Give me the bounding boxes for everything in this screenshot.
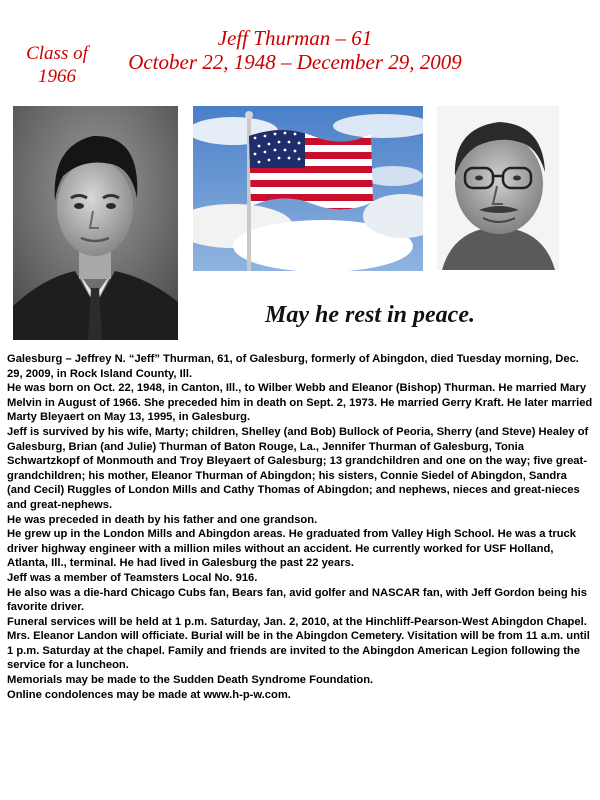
- young-portrait-image: [13, 106, 178, 340]
- flag-photo: [193, 106, 423, 271]
- life-dates: October 22, 1948 – December 29, 2009: [128, 50, 462, 74]
- obit-paragraph: He grew up in the London Mills and Abingdon areas. He graduated from Valley High School. He was a truck driver highway engineer with a million miles without an accident. He currently worked for USF Holland, Atlanta, Ill., terminal. He had lived in Galesburg the past 22 years.: [7, 528, 576, 570]
- obit-paragraph: He also was a die-hard Chicago Cubs fan, Bears fan, avid golfer and NASCAR fan, with Jeff Gordon being his favorite driver.: [7, 586, 587, 614]
- obituary-headline: [110, 26, 480, 74]
- obituary-body: [7, 352, 593, 702]
- young-portrait-photo: [13, 106, 178, 340]
- class-of-label: [14, 42, 100, 88]
- older-portrait-photo: [437, 106, 559, 270]
- obit-paragraph: Online condolences may be made at www.h-p-w.com.: [7, 688, 291, 701]
- class-of-text: Class of: [26, 43, 88, 64]
- rest-in-peace-text: May he rest in peace.: [265, 302, 475, 328]
- older-portrait-image: [437, 106, 559, 270]
- american-flag-image: [193, 106, 423, 271]
- class-year: 1966: [38, 66, 76, 87]
- obit-paragraph: Funeral services will be held at 1 p.m. Saturday, Jan. 2, 2010, at the Hinchliff-Pearson-West Abingdon Chapel. Mrs. Eleanor Landon will officiate. Burial will be in the Abingdon Cemetery. Visitation will be from 11 a.m. until 1 p.m. Saturday at the chapel. Family and friends are invited to the Abingdon American Legion following the service for a luncheon.: [7, 615, 590, 672]
- obit-paragraph: Jeff is survived by his wife, Marty; children, Shelley (and Bob) Bullock of Peoria, Sherry (and Steve) Healey of Galesburg, Brian (and Julie) Thurman of Baton Rouge, La., Jennifer Thurman of Galesburg, Tonia Schwartzkopf of Monmouth and Troy Bleyaert of Galesburg; 13 grandchildren and one on the way; five great-grandchildren; his mother, Eleanor Thurman of Abingdon; his sisters, Connie Siedel of Abingdon, Sandra (and Cecil) Ruggles of London Mills and Cathy Thomas of Abingdon; and nephews, nieces and great-nieces and great-nephews.: [7, 425, 589, 511]
- obit-paragraph: Memorials may be made to the Sudden Death Syndrome Foundation.: [7, 674, 374, 687]
- obit-paragraph: He was preceded in death by his father and one grandson.: [7, 513, 318, 526]
- obit-paragraph: Galesburg – Jeffrey N. “Jeff” Thurman, 61, of Galesburg, formerly of Abingdon, died Tuesday morning, Dec. 29, 2009, in Rock Island County, Ill.: [7, 353, 579, 380]
- obit-paragraph: Jeff was a member of Teamsters Local No. 916.: [7, 571, 258, 584]
- name-age: Jeff Thurman – 61: [217, 26, 373, 50]
- obit-paragraph: He was born on Oct. 22, 1948, in Canton, Ill., to Wilber Webb and Eleanor (Bishop) Thurman. He married Mary Melvin in August of 1966. She preceded him in death on Sept. 2, 1973. He married Gerry Kraft. He later married Marty Bleyaert on May 13, 1995, in Galesburg.: [7, 382, 593, 424]
